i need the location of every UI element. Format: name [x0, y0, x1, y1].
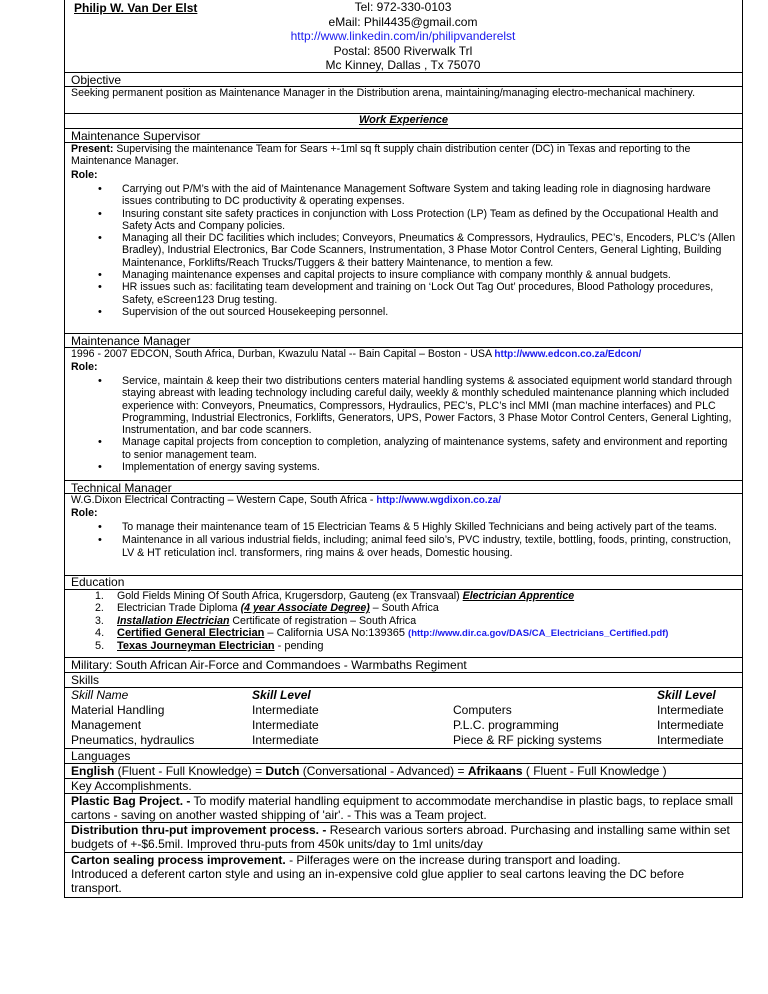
list-item: • Manage capital projects from conception to completion, analyzing of maintenance systems, safety and environment and reporting to senior management team. — [71, 436, 736, 461]
job-1-role-label: Role: — [71, 169, 98, 181]
list-item: • To manage their maintenance team of 15 Electrician Teams & 5 Highly Skilled Technicians and being actively part of the teams. — [71, 521, 736, 533]
certification-link[interactable]: (http://www.dir.ca.gov/DAS/CA_Electricians_Certified.pdf) — [408, 627, 669, 639]
accomplishment-item: Plastic Bag Project. - To modify material handling equipment to accommodate merchandise in plastic bags, to replace small cartons - saving on another wasted shipping of 'air'. - This was a Team project. — [71, 794, 734, 822]
list-item: 4. Certified General Electrician – California USA No:139365 (http://www.dir.ca.gov/DAS/CA_Electricians_Certified.pdf) — [95, 626, 669, 639]
table-row: Pneumatics, hydraulics Intermediate Piece & RF picking systems Intermediate — [71, 733, 724, 747]
list-item: 2. Electrician Trade Diploma (4 year Associate Degree) – South Africa — [95, 602, 439, 615]
list-item: 3. Installation Electrician Certificate of registration – South Africa — [95, 614, 417, 627]
job-title-maintenance-manager: Maintenance Manager — [71, 334, 191, 348]
col-skill-level: Skill Level — [252, 688, 311, 702]
table-row: Management Intermediate P.L.C. programming Intermediate — [71, 718, 724, 732]
table-row: Material Handling Intermediate Computers Intermediate — [71, 703, 724, 717]
accomplishment-item: Distribution thru-put improvement process. - Research various sorters abroad. Purchasing and installing same within set budgets of +-$6.5mil. Improved thru-puts from 450k units/day to 1ml units/day — [71, 823, 730, 851]
contact-block — [225, 0, 581, 73]
accomplishments-heading: Key Accomplishments. — [71, 779, 192, 793]
education-heading: Education — [71, 575, 125, 589]
wgdixon-link[interactable]: http://www.wgdixon.co.za/ — [376, 495, 502, 506]
job-title-technical-manager: Technical Manager — [71, 481, 172, 495]
list-item: • Implementation of energy saving systems. — [71, 461, 736, 473]
job-2-role-label: Role: — [71, 361, 98, 373]
military-line: Military: South African Air-Force and Commandoes - Warmbaths Regiment — [71, 658, 467, 672]
job-3-role-label: Role: — [71, 507, 98, 519]
job-2-bullets — [71, 375, 736, 473]
email: eMail: Phil4435@gmail.com — [328, 14, 478, 29]
accomplishment-item: Carton sealing process improvement. - Pilferages were on the increase during transport and loading. Introduced a deferent carton style and using an in-expensive cold glue applier to seal cartons leaving the DC before transport. — [71, 853, 685, 895]
skills-table — [65, 688, 742, 748]
objective-text: Seeking permanent position as Maintenance Manager in the Distribution arena, maintaining/managing electro-mechanical machinery. — [71, 87, 696, 99]
resume-page — [64, 0, 743, 898]
list-item: • Insuring constant site safety practices in conjunction with Loss Protection (LP) Team as defined by the Occupational Health and Safety Acts and Company policies. — [71, 208, 738, 233]
job-1-present — [71, 143, 736, 168]
languages-heading: Languages — [71, 749, 131, 763]
languages-line: English (Fluent - Full Knowledge) = Dutch (Conversational - Advanced) = Afrikaans ( Fluent - Full Knowledge ) — [71, 764, 667, 778]
job-3-employer: W.G.Dixon Electrical Contracting – Western Cape, South Africa - — [71, 494, 377, 506]
present-label: Present: — [71, 143, 114, 155]
list-item: • Supervision of the out sourced Housekeeping personnel. — [71, 306, 738, 318]
list-item: • Managing maintenance expenses and capital projects to insure compliance with company monthly & annual budgets. — [71, 269, 738, 281]
job-2-line — [71, 348, 736, 361]
job-3-line — [71, 494, 736, 507]
job-2-employer: 1996 - 2007 EDCON, South Africa, Durban, Kwazulu Natal -- Bain Capital – Boston - USA — [71, 348, 495, 360]
edcon-link[interactable]: http://www.edcon.co.za/Edcon/ — [494, 349, 642, 360]
job-3-bullets — [71, 521, 736, 559]
list-item: • HR issues such as: facilitating team development and training on ‘Lock Out Tag Out’ procedures, Blood Pathology procedures, Safety, eScreen123 Drug testing. — [71, 281, 738, 306]
postal-address: Postal: 8500 Riverwalk Trl — [333, 43, 473, 58]
list-item: 1. Gold Fields Mining Of South Africa, Krugersdorp, Gauteng (ex Transvaal) Electrician Apprentice — [95, 590, 575, 602]
candidate-name: Philip W. Van Der Elst — [74, 1, 198, 15]
objective-heading: Objective — [71, 73, 122, 87]
list-item: • Carrying out P/M’s with the aid of Maintenance Management Software System and taking leading role in diagnosing hardware issues contributing to DC productivity & operating expenses. — [71, 183, 738, 208]
table-header-row — [65, 688, 742, 703]
list-item: • Maintenance in all various industrial fields, including; animal feed silo’s, PVC industry, textile, bottling, foods, printing, construction, LV & HT reticulation incl. transformers, ring mains & over heads, Domestic housing. — [71, 534, 736, 559]
col-skill-level-2: Skill Level — [657, 688, 716, 702]
col-skill-name: Skill Name — [71, 688, 129, 702]
list-item: • Managing all their DC facilities which includes; Conveyors, Pneumatics & Compressors, Hydraulics, PEC’s, Encoders, PLC’s (Allen Bradley), Industrial Electronics, Bar Code Scanners, Instrumentation, 3 Phase Motor Control Centers, General Lighting, Building Maintenance, Forklifts/Reach Trucks/Tuggers & their battery Maintenance, to mention a few. — [71, 232, 738, 269]
education-list — [71, 590, 736, 652]
phone: Tel: 972-330-0103 — [354, 0, 452, 14]
list-item: • Service, maintain & keep their two distributions centers material handling systems & associated equipment world standard through staying abreast with leading technology including careful daily, weekly & monthly scheduled maintenance planning which included experience with: Conveyors, Pneumatics, Compressors, Hydraulics, PEC’s, PLC’s incl MMI (man machine interfaces) and PLC Programming, Industrial Electronics, Forklifts, Generators, UPS, Power Factors, 3 Phase Motor Control Centers, General Lighting, Instrumentation, and bar code scanners. — [71, 375, 736, 436]
job-1-bullets — [71, 183, 738, 318]
job-title-maintenance-supervisor: Maintenance Supervisor — [71, 129, 201, 143]
skills-heading: Skills — [71, 673, 100, 687]
linkedin-link[interactable]: http://www.linkedin.com/in/philipvanderelst — [290, 29, 516, 43]
city-address: Mc Kinney, Dallas , Tx 75070 — [325, 58, 481, 72]
list-item: 5. Texas Journeyman Electrician - pending — [95, 640, 324, 653]
work-experience-heading: Work Experience — [358, 114, 449, 126]
present-text: Supervising the maintenance Team for Sears +-1ml sq ft supply chain distribution center (DC) in Texas and reporting to the Maintenance Manager. — [71, 143, 691, 168]
